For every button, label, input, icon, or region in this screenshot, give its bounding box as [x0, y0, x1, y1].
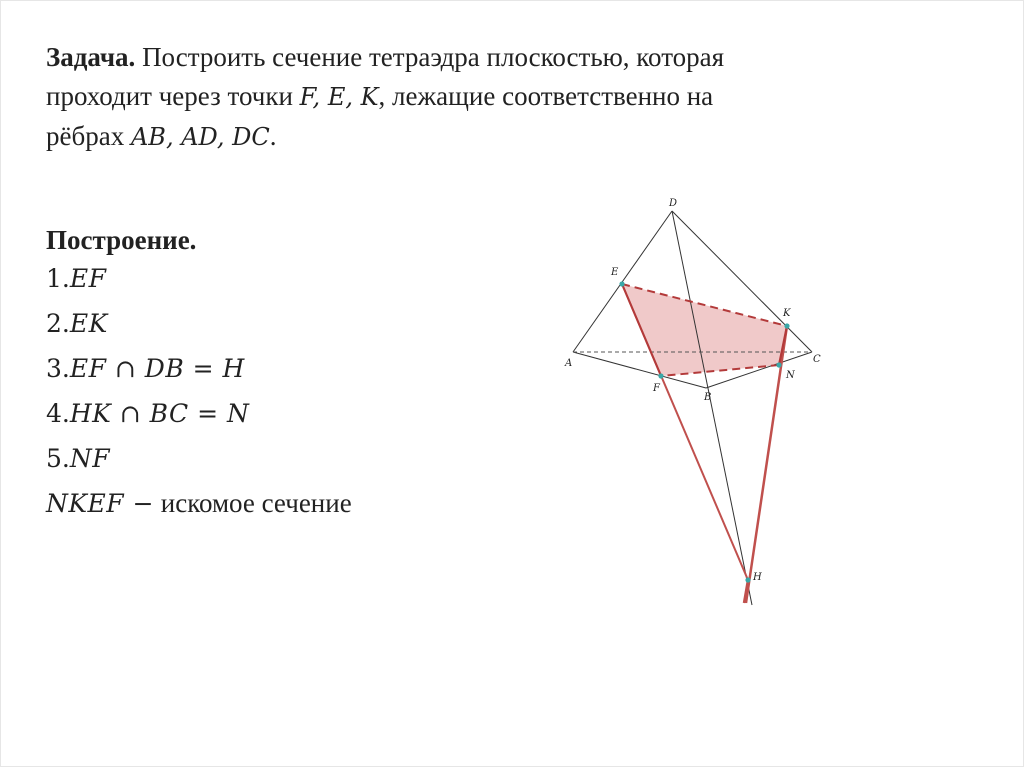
- step-expression: EF: [69, 264, 107, 293]
- step-expression: NF: [69, 444, 111, 473]
- point-N: [776, 362, 781, 367]
- step-number: 4.: [46, 399, 70, 428]
- step-4: [46, 393, 466, 438]
- construction-result: [46, 483, 466, 528]
- construction-heading: Построение.: [46, 225, 197, 255]
- step-expression: EF ∩ DB = H: [69, 354, 245, 383]
- problem-text-2a: проходит через точки: [46, 81, 293, 111]
- step-number: 2.: [46, 309, 70, 338]
- label-K: K: [783, 308, 791, 319]
- label-B: B: [704, 392, 712, 403]
- problem-text-1: Построить сечение тетраэдра плоскостью, которая: [142, 42, 725, 72]
- problem-line-2: [46, 77, 926, 117]
- problem-line-3: [46, 117, 926, 157]
- point-K: [784, 323, 789, 328]
- label-E: E: [611, 267, 619, 278]
- label-H: H: [753, 572, 762, 583]
- label-C: C: [813, 354, 821, 365]
- point-E: [619, 281, 624, 286]
- problem-text-3a: рёбрах: [46, 121, 125, 151]
- result-text: искомое сечение: [160, 488, 352, 518]
- label-D: D: [669, 198, 678, 209]
- step-number: 5.: [46, 444, 70, 473]
- result-expression: NKEF −: [46, 489, 155, 518]
- step-expression: HK ∩ BC = N: [69, 399, 250, 428]
- edge-DB-extended: [672, 211, 752, 605]
- label-A: A: [565, 358, 573, 369]
- label-F: F: [653, 383, 660, 394]
- step-number: 3.: [46, 354, 70, 383]
- step-expression: EK: [69, 309, 108, 338]
- step-3: [46, 348, 466, 393]
- problem-points: F, E, K: [299, 83, 379, 111]
- problem-edges: AB, AD, DC: [130, 123, 270, 151]
- problem-line-1: [46, 38, 926, 77]
- step-2: [46, 303, 466, 348]
- step-1: [46, 258, 466, 303]
- label-N: N: [786, 370, 795, 381]
- point-H: [745, 577, 750, 582]
- problem-title: Задача.: [46, 42, 136, 72]
- problem-text-2b: , лежащие соответственно на: [378, 81, 714, 111]
- section-fill: [622, 284, 787, 376]
- step-5: [46, 438, 466, 483]
- step-number: 1.: [46, 264, 70, 293]
- tetrahedron-diagram: [555, 190, 845, 610]
- problem-text-3b: .: [269, 121, 277, 151]
- construction-steps: [46, 222, 466, 528]
- problem-statement: [46, 38, 926, 157]
- point-F: [658, 373, 663, 378]
